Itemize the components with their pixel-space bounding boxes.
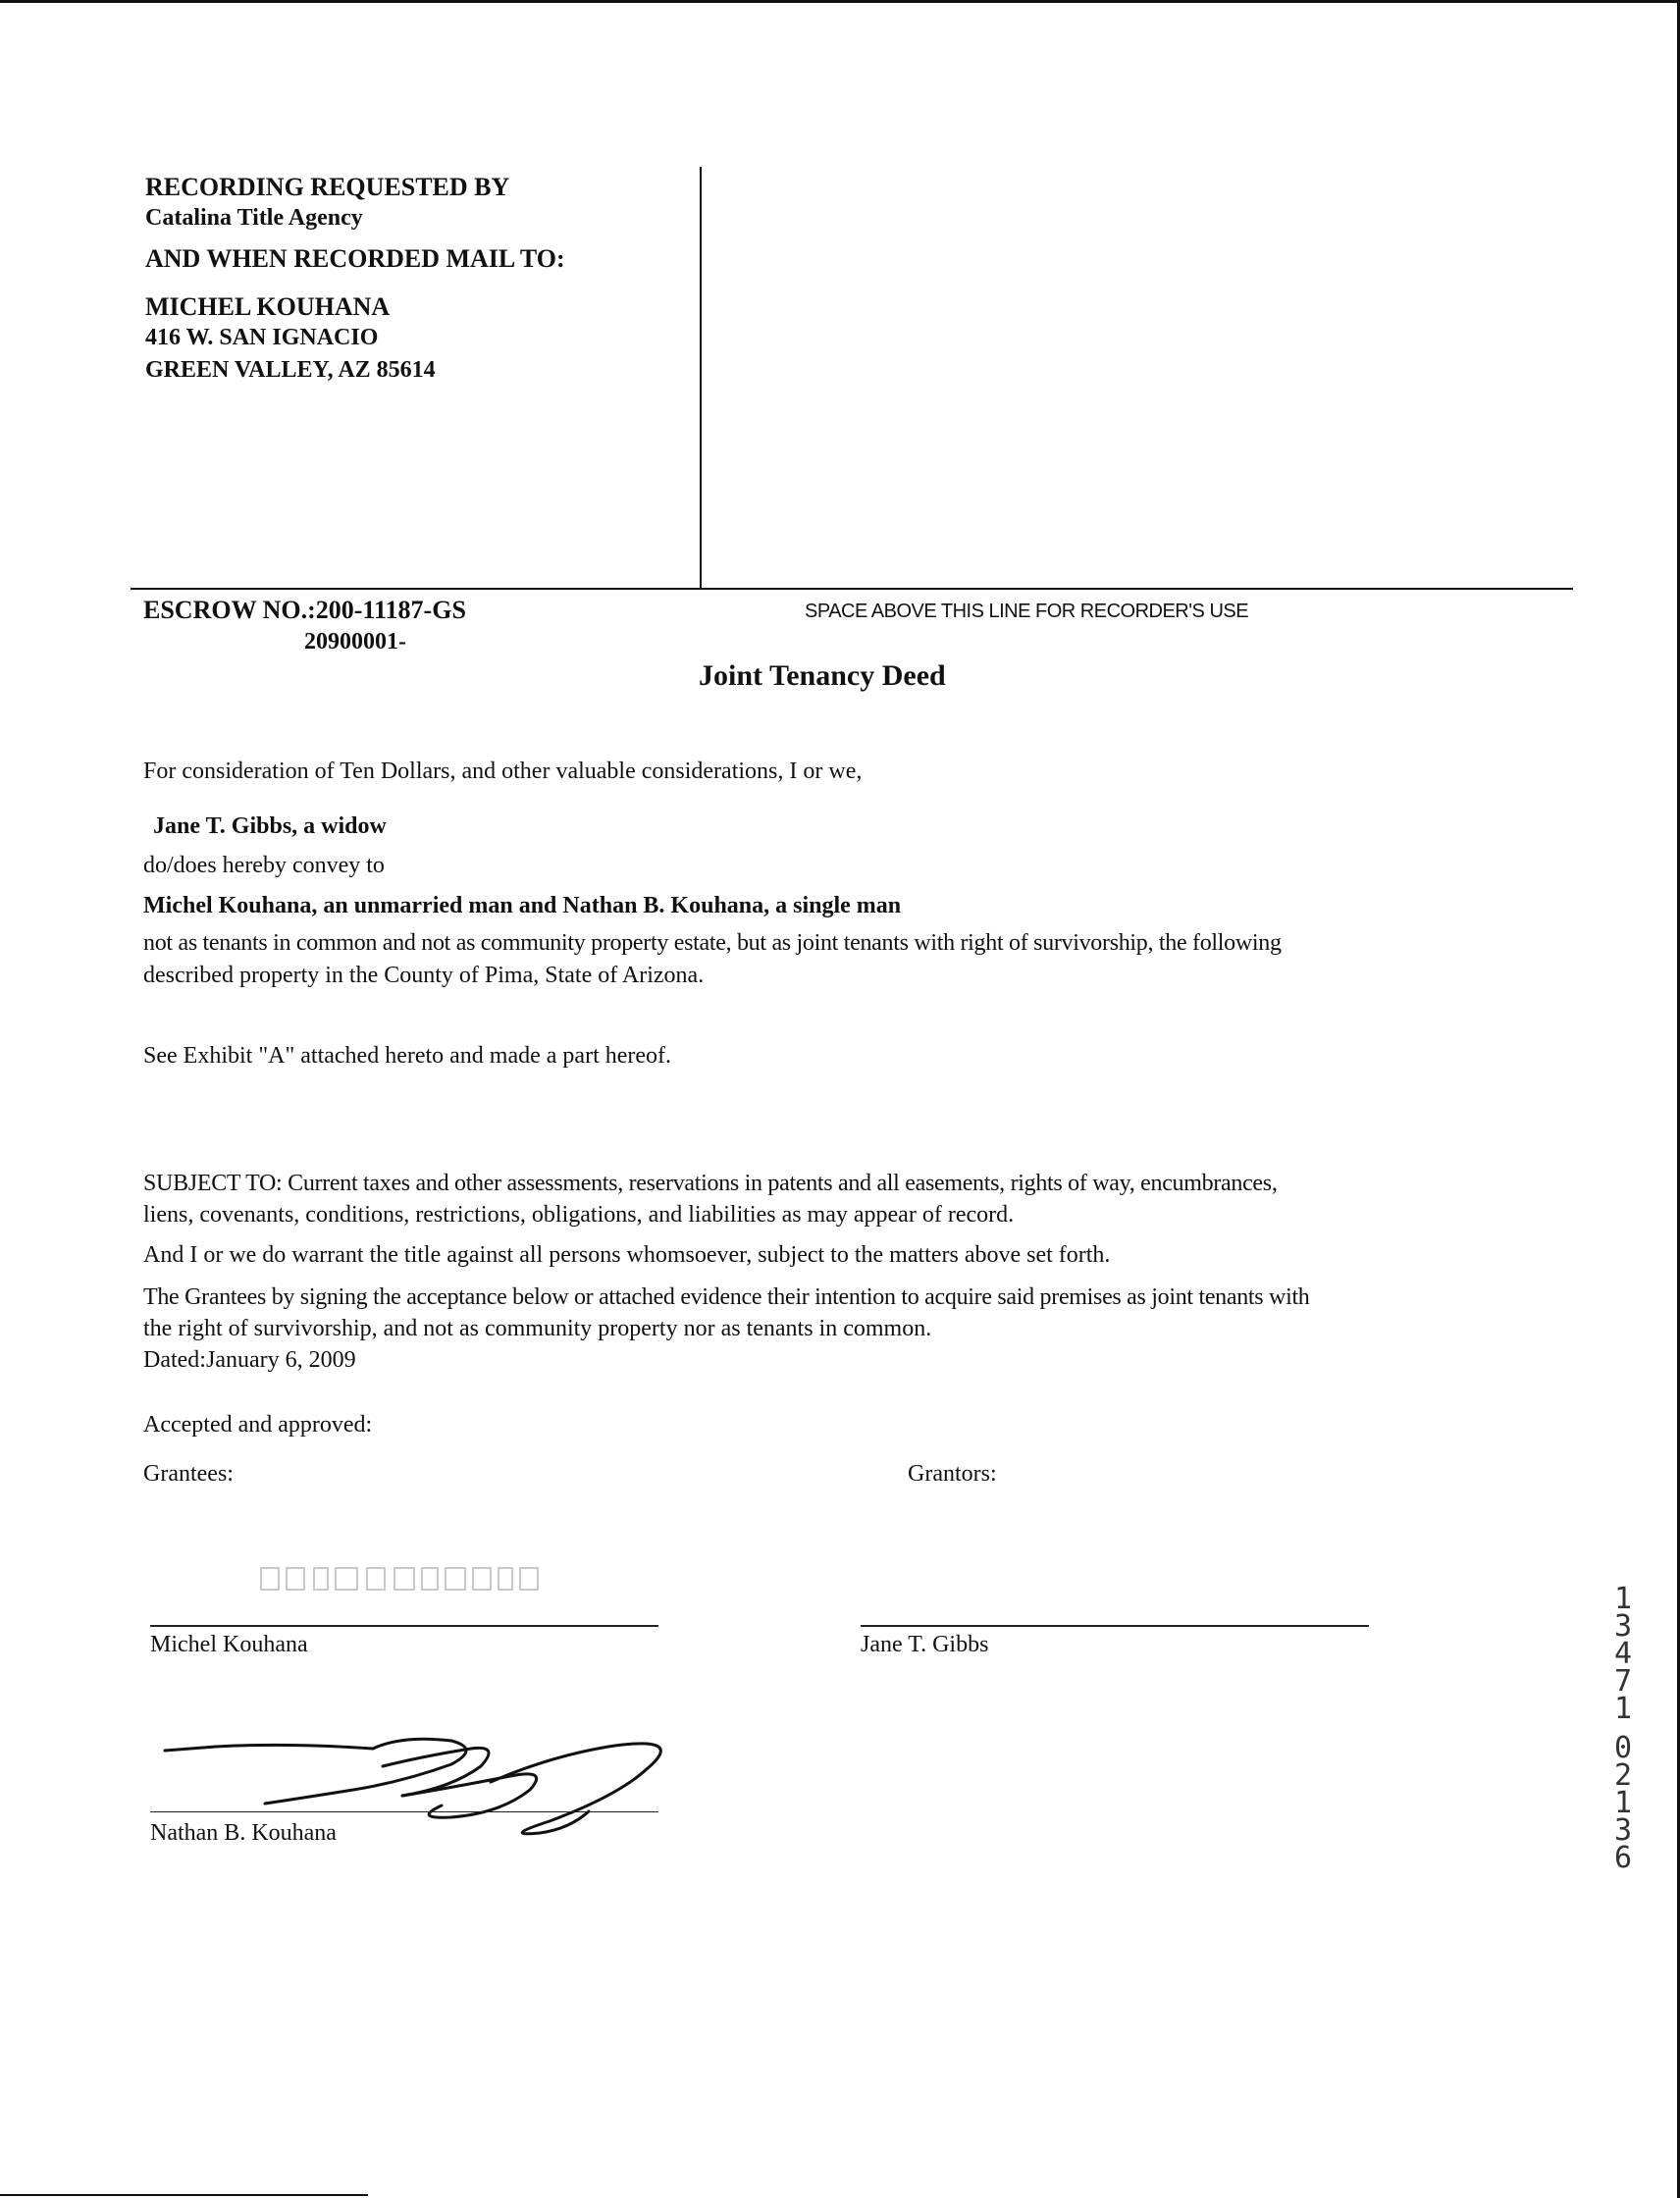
- convey-text: do/does hereby convey to: [143, 853, 385, 878]
- scan-bottom-mark: [0, 2194, 368, 2196]
- side-stamp-digit: 6: [1613, 1841, 1633, 1875]
- subject-to-line-2: liens, covenants, conditions, restrictions, obligations, and liabilities as may appear of record.: [143, 1202, 1015, 1228]
- recorder-use-note: SPACE ABOVE THIS LINE FOR RECORDER'S USE: [805, 601, 1249, 622]
- mail-to-street: 416 W. SAN IGNACIO: [145, 325, 379, 350]
- grantee-2-name: Nathan B. Kouhana: [150, 1820, 337, 1846]
- side-stamp-digit: 3: [1613, 1609, 1633, 1644]
- tenancy-line-1: not as tenants in common and not as community property estate, but as joint tenants with right of survivorship, the following: [143, 930, 1282, 956]
- side-stamp-digit: 0: [1613, 1731, 1633, 1765]
- side-stamp-digit: 1: [1613, 1692, 1633, 1726]
- grantees-intent-line-1: The Grantees by signing the acceptance below or attached evidence their intention to acquire said premises as joint tenants with: [143, 1284, 1310, 1310]
- recorder-space-line: [131, 588, 1573, 590]
- subject-to-line-1: SUBJECT TO: Current taxes and other assessments, reservations in patents and all easements, rights of way, encumbrances,: [143, 1171, 1278, 1196]
- accepted-approved: Accepted and approved:: [143, 1412, 373, 1438]
- scan-edge-line: [0, 0, 1680, 3]
- grantees-label: Grantees:: [143, 1461, 234, 1487]
- title-agency: Catalina Title Agency: [145, 205, 363, 231]
- faint-stamp-mark: [257, 1562, 551, 1596]
- escrow-number: ESCROW NO.:200-11187-GS: [143, 596, 466, 624]
- escrow-reference: 20900001-: [304, 629, 406, 654]
- consideration-text: For consideration of Ten Dollars, and other valuable considerations, I or we,: [143, 759, 863, 784]
- grantee-1-signature-line: [150, 1625, 658, 1627]
- side-stamp-digit: 1: [1613, 1582, 1633, 1616]
- mail-to-city: GREEN VALLEY, AZ 85614: [145, 357, 436, 383]
- grantee-names: Michel Kouhana, an unmarried man and Nathan B. Kouhana, a single man: [143, 893, 902, 918]
- side-stamp-digit: 1: [1613, 1786, 1633, 1820]
- dated-text: Dated:January 6, 2009: [143, 1347, 356, 1373]
- when-recorded-mail-to: AND WHEN RECORDED MAIL TO:: [145, 244, 565, 273]
- grantors-label: Grantors:: [908, 1461, 997, 1487]
- side-stamp-digit: 4: [1613, 1637, 1633, 1671]
- grantor-1-name: Jane T. Gibbs: [861, 1632, 989, 1657]
- warrant-text: And I or we do warrant the title against all persons whomsoever, subject to the matters above set forth.: [143, 1242, 1111, 1268]
- side-stamp-digit: 7: [1613, 1664, 1633, 1699]
- recording-requested-by: RECORDING REQUESTED BY: [145, 173, 510, 201]
- tenancy-line-2: described property in the County of Pima, State of Arizona.: [143, 963, 705, 988]
- grantees-intent-line-2: the right of survivorship, and not as community property nor as tenants in common.: [143, 1316, 932, 1341]
- grantor-name: Jane T. Gibbs, a widow: [153, 813, 387, 839]
- grantor-1-signature-line: [861, 1625, 1369, 1627]
- header-divider-vertical: [700, 167, 702, 589]
- mail-to-name: MICHEL KOUHANA: [145, 292, 391, 321]
- side-stamp-digit: 2: [1613, 1758, 1633, 1793]
- side-stamp-digit: 3: [1613, 1813, 1633, 1848]
- exhibit-text: See Exhibit "A" attached hereto and made a part hereof.: [143, 1043, 672, 1069]
- document-title: Joint Tenancy Deed: [699, 659, 946, 692]
- grantee-1-name: Michel Kouhana: [150, 1632, 308, 1657]
- grantee-2-signature-line: [150, 1811, 658, 1812]
